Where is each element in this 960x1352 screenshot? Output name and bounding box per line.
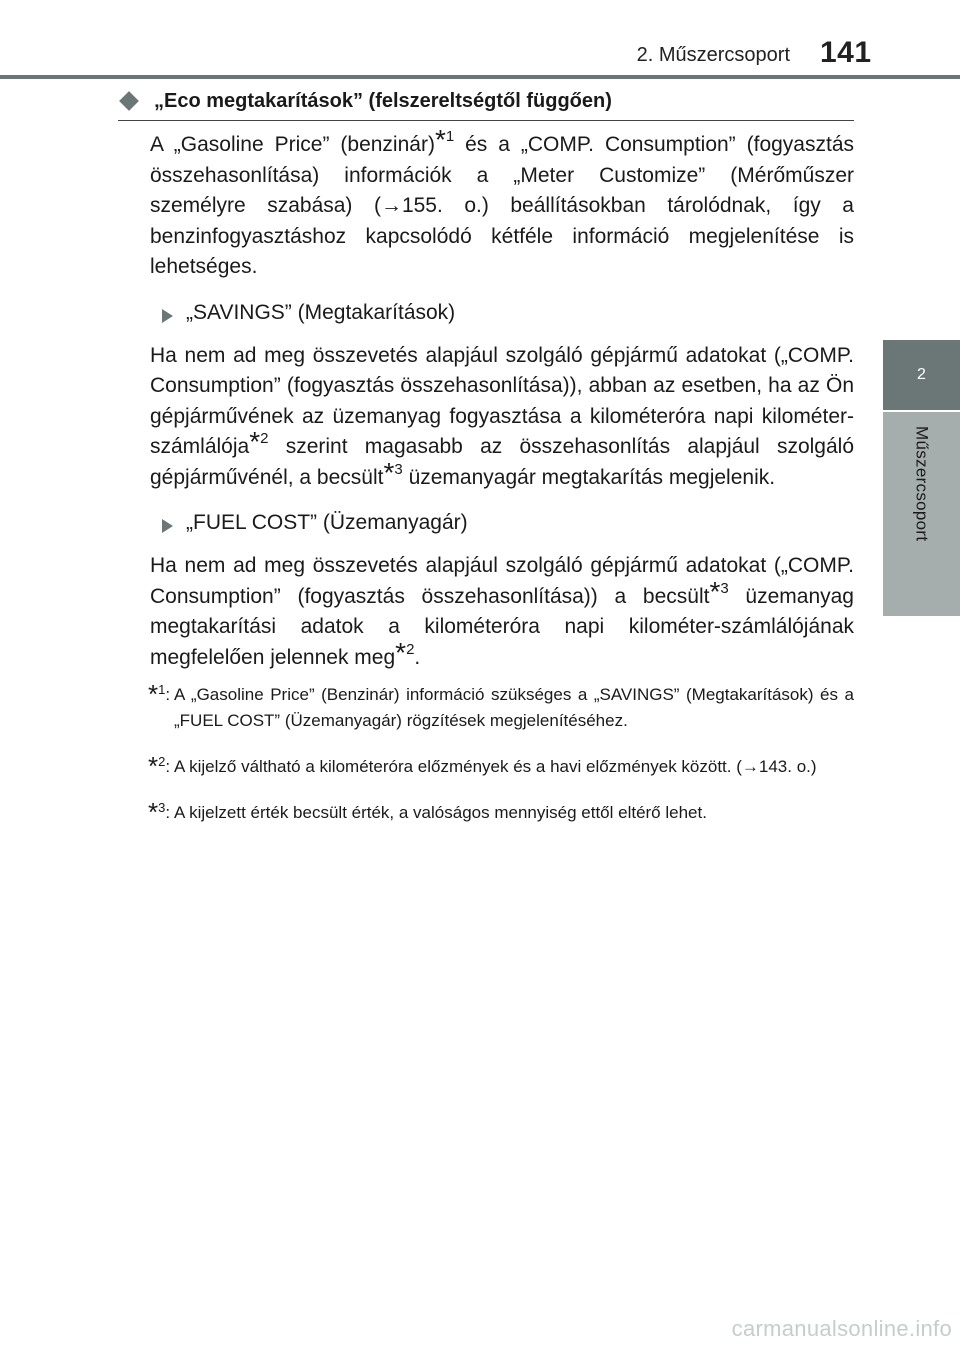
chapter-tab-label: Műszercsoport bbox=[912, 426, 932, 542]
savings-title: „SAVINGS” (Megtakarítások) bbox=[186, 300, 456, 324]
running-header-section: 2. Műszercsoport bbox=[636, 44, 790, 66]
fuel-cost-paragraph: Ha nem ad meg összevetés alapjául szolgáló gépjármű adatokat („COMP. Consumption” (fogyasztás összehasonlítása)) a becsült$^{*3}$ üzemanyag megtakarítási adatok a kilométeróra napi kilométer-számlálójának megfelelően jelennek meg$^{*2}$. bbox=[150, 554, 854, 669]
chapter-tab bbox=[883, 412, 960, 616]
footnotes bbox=[148, 679, 854, 846]
savings-bullet bbox=[150, 301, 854, 331]
section-title: „Eco megtakarítások” (felszereltségtől függően) bbox=[154, 90, 612, 112]
savings-paragraph: Ha nem ad meg összevetés alapjául szolgáló gépjármű adatokat („COMP. Consumption” (fogyasztás összehasonlítása)), abban az esetben, ha az Ön gépjárművének az üzemanyag fogyasztása a kilométeróra napi kilométer-számlálója$^{*2}$ szerint magasabb az összehasonlítás alapjául szolgáló gépjárművénél, a becsült$^{*3}$ üzemanyagár megtakarítás megjelenik. bbox=[150, 343, 854, 489]
chapter-tab-number: 2 bbox=[883, 340, 960, 410]
footnote-ref: * bbox=[434, 124, 446, 155]
section-heading bbox=[118, 86, 854, 121]
diamond-bullet-icon bbox=[119, 91, 139, 111]
footnote-1: *$^1$: A „Gasoline Price” (Benzinár) információ szükséges a „SAVINGS” (Megtakarítások) és a „FUEL COST” (Üzemanyagár) rögzítések megjelenítéséhez. bbox=[148, 679, 854, 730]
triangle-bullet-icon bbox=[162, 519, 173, 533]
footnote-3: *$^3$: A kijelzett érték becsült érték, a valóságos mennyiség ettől eltérő lehet. bbox=[148, 797, 707, 827]
watermark: carmanualsonline.info bbox=[731, 1316, 952, 1341]
intro-paragraph: A „Gasoline Price” (benzinár)$^{*1}$ és a „COMP. Consumption” (fogyasztás összehasonlítása) információk a „Meter Customize” (Mérőműszer személyre szabása) (→155. o.) beállításokban tárolódnak, így a benzinfogyasztáshoz kapcsolódó kétféle információ megjelenítése is lehetséges. bbox=[150, 124, 854, 278]
header-rule bbox=[0, 75, 960, 79]
footnote-2: *$^2$: A kijelző váltható a kilométeróra előzmények és a havi előzmények között. (→143. o.) bbox=[148, 751, 817, 781]
fuel-cost-title: „FUEL COST” (Üzemanyagár) bbox=[186, 511, 468, 534]
main-content bbox=[150, 124, 854, 673]
page-number: 141 bbox=[820, 36, 872, 69]
fuel-cost-bullet bbox=[150, 511, 854, 541]
triangle-bullet-icon bbox=[162, 309, 173, 323]
